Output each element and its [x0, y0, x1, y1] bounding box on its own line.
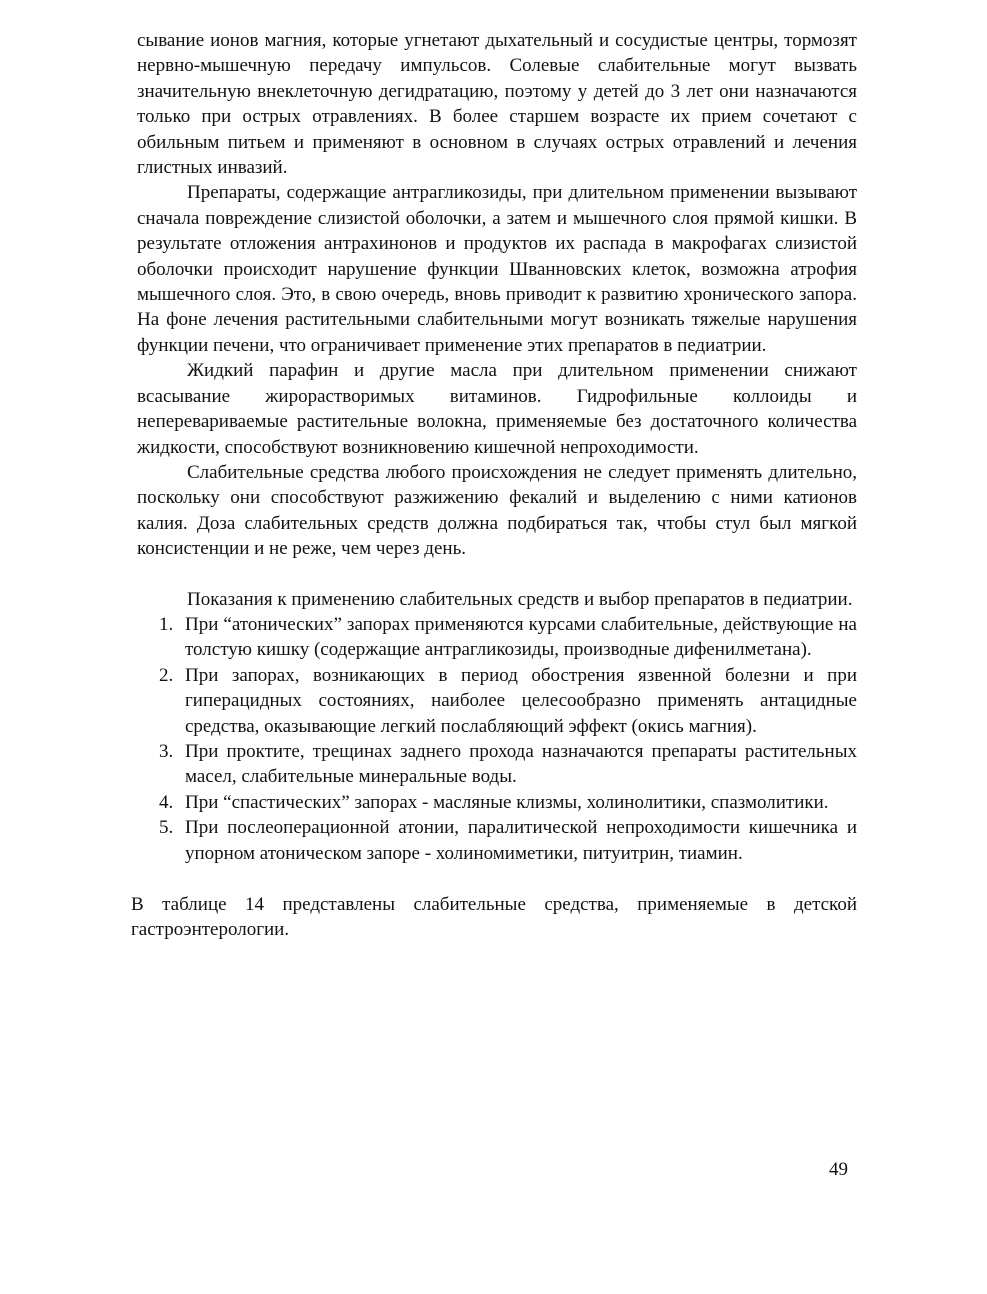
list-item: [137, 739, 857, 790]
list-item-text: При “спастических” запорах - масляные клизмы, холинолитики, спазмолитики.: [185, 791, 829, 813]
list-item-number: 2.: [159, 664, 174, 686]
list-item-text: При проктите, трещинах заднего прохода назначаются препараты растительных масел, слабительные минеральные воды.: [185, 740, 857, 788]
list-item-text: При послеоперационной атонии, паралитической непроходимости кишечника и упорном атоническом запоре - холиномиметики, питуитрин, тиамин.: [185, 817, 857, 864]
list-item-number: 4.: [159, 791, 174, 813]
page-number: 49: [829, 1159, 848, 1180]
page-body: [131, 28, 857, 943]
list-item: [137, 815, 857, 866]
list-item-number: 1.: [159, 613, 174, 635]
paragraph-paraffin: Жидкий парафин и другие масла при длительном применении снижают всасывание жирорастворимых витаминов. Гидрофильные коллоиды и неперевариваемые растительные волокна, применяемые без достаточного количества жидкости, способствуют возникновению кишечной непроходимости.: [137, 360, 857, 458]
table-reference-paragraph: В таблице 14 представлены слабительные средства, применяемые в детской гастроэнтерологии.: [131, 894, 857, 941]
list-item-text: При “атонических” запорах применяются курсами слабительные, действующие на толстую кишку (содержащие антрагликозиды, производные дифенилметана).: [185, 613, 857, 661]
list-item: [137, 663, 857, 739]
list-item-number: 5.: [159, 817, 174, 839]
list-item-text: При запорах, возникающих в период обострения язвенной болезни и при гиперацидных состояниях, наиболее целесообразно применять антацидные средства, оказывающие легкий послабляющий эффект (окись магния).: [185, 664, 857, 737]
indications-list: [137, 612, 857, 866]
paragraph-saline-laxatives: сывание ионов магния, которые угнетают дыхательный и сосудистые центры, тормозят нервно-мышечную передачу импульсов. Солевые слабительные могут вызвать значительную внеклеточную дегидратацию, поэтому у детей до 3 лет они назначаются только при острых отравлениях. В более старшем возрасте их прием сочетают с обильным питьем и применяют в основном в случаях острых отравлений и лечения глистных инвазий.: [137, 30, 857, 179]
indications-heading: Показания к применению слабительных средств и выбор препаратов в педиатрии.: [187, 588, 853, 610]
paragraph-anthraglycosides: Препараты, содержащие антрагликозиды, при длительном применении вызывают сначала повреждение слизистой оболочки, а затем и мышечного слоя прямой кишки. В результате отложения антрахинонов и продуктов их распада в макрофагах слизистой оболочки происходит нарушение функции Шванновских клеток, возможна атрофия мышечного слоя. Это, в свою очередь, вновь приводит к развитию хронического запора. На фоне лечения растительными слабительными могут возникать тяжелые нарушения функции печени, что ограничивает применение этих препаратов в педиатрии.: [137, 182, 857, 356]
list-item: [137, 790, 857, 815]
list-item-number: 3.: [159, 740, 174, 762]
list-item: [137, 612, 857, 663]
paragraph-general-warning: Слабительные средства любого происхождения не следует применять длительно, поскольку они способствуют разжижению фекалий и выделению с ними катионов калия. Доза слабительных средств должна подбираться так, чтобы стул был мягкой консистенции и не реже, чем через день.: [137, 461, 857, 560]
